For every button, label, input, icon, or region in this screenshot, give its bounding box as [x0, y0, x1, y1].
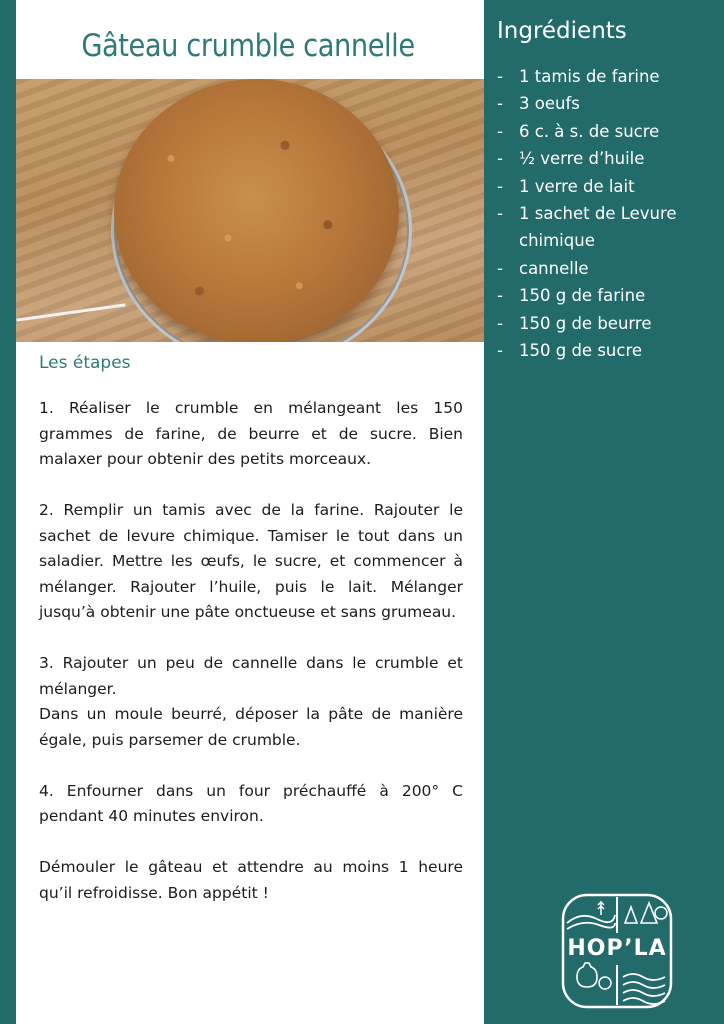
- ingredient-item: [497, 173, 712, 200]
- ingredient-item: [497, 282, 712, 309]
- list-dash: -: [497, 286, 503, 306]
- step-3-line-1: 3. Rajouter un peu de cannelle dans le crumble et mélanger.: [39, 654, 463, 698]
- ingredients-heading: Ingrédients: [497, 18, 627, 44]
- ingredient-label: 1 sachet de Levure chimique: [519, 204, 677, 251]
- logo-drop-icon: [599, 977, 611, 989]
- list-dash: -: [497, 121, 503, 141]
- logo-text: HOP’LA: [567, 936, 667, 961]
- steps-heading: Les étapes: [39, 353, 131, 373]
- list-dash: -: [497, 258, 503, 278]
- ingredient-item: [497, 310, 712, 337]
- ingredient-item: [497, 337, 712, 364]
- ingredient-label: cannelle: [519, 258, 589, 278]
- ingredient-label: 150 g de beurre: [519, 313, 652, 333]
- logo-trees-icon: [625, 903, 657, 923]
- ingredient-label: 150 g de farine: [519, 286, 646, 306]
- ingredient-label: 1 verre de lait: [519, 176, 635, 196]
- logo-waves-icon: [623, 974, 665, 1004]
- list-dash: -: [497, 149, 503, 169]
- ingredient-item: [497, 118, 712, 145]
- step-2: 2. Remplir un tamis avec de la farine. Rajouter le sachet de levure chimique. Tamiser le tout dans un saladier. Mettre les œufs, le sucre, et commencer à mélanger. Rajouter l’huile, puis le lait. Mélanger jusqu’à obtenir une pâte onctueuse et sans grumeau.: [39, 501, 463, 621]
- ingredients-list: [497, 63, 712, 364]
- logo-field-lines-icon-2: [567, 923, 615, 929]
- step-3: [39, 651, 463, 753]
- logo-tree-round-icon: [655, 907, 667, 919]
- ingredient-label: 6 c. à s. de sucre: [519, 121, 660, 141]
- list-dash: -: [497, 341, 503, 361]
- ingredient-label: 3 oeufs: [519, 94, 580, 114]
- list-dash: -: [497, 313, 503, 333]
- ingredient-item: [497, 145, 712, 172]
- page-title: Gâteau crumble cannelle: [81, 28, 415, 64]
- ingredient-item: [497, 255, 712, 282]
- ingredient-item: [497, 90, 712, 117]
- logo-jug-icon: [577, 963, 597, 987]
- ingredient-item: [497, 200, 712, 255]
- cake-photo: [16, 79, 484, 342]
- list-dash: -: [497, 204, 503, 224]
- ingredient-label: 1 tamis de farine: [519, 67, 660, 86]
- list-dash: -: [497, 176, 503, 196]
- list-dash: -: [497, 94, 503, 114]
- step-3-line-2: Dans un moule beurré, déposer la pâte de manière égale, puis parsemer de crumble.: [39, 705, 463, 749]
- ingredient-label: 150 g de sucre: [519, 341, 643, 361]
- ingredient-item: [497, 63, 712, 90]
- steps-list: [39, 396, 463, 932]
- step-4: 4. Enfourner dans un four préchauffé à 200° C pendant 40 minutes environ.: [39, 781, 463, 825]
- step-final: Démouler le gâteau et attendre au moins 1 heure qu’il refroidisse. Bon appétit !: [39, 858, 463, 902]
- list-dash: -: [497, 67, 503, 86]
- step-1: 1. Réaliser le crumble en mélangeant les 150 grammes de farine, de beurre et de sucre. Bien malaxer pour obtenir des petits morceaux.: [39, 399, 463, 468]
- logo-wheat-icon: [598, 901, 604, 915]
- crumble-topping: [114, 79, 399, 342]
- ingredient-label: ½ verre d’huile: [519, 149, 645, 169]
- logo-field-lines-icon: [567, 915, 615, 923]
